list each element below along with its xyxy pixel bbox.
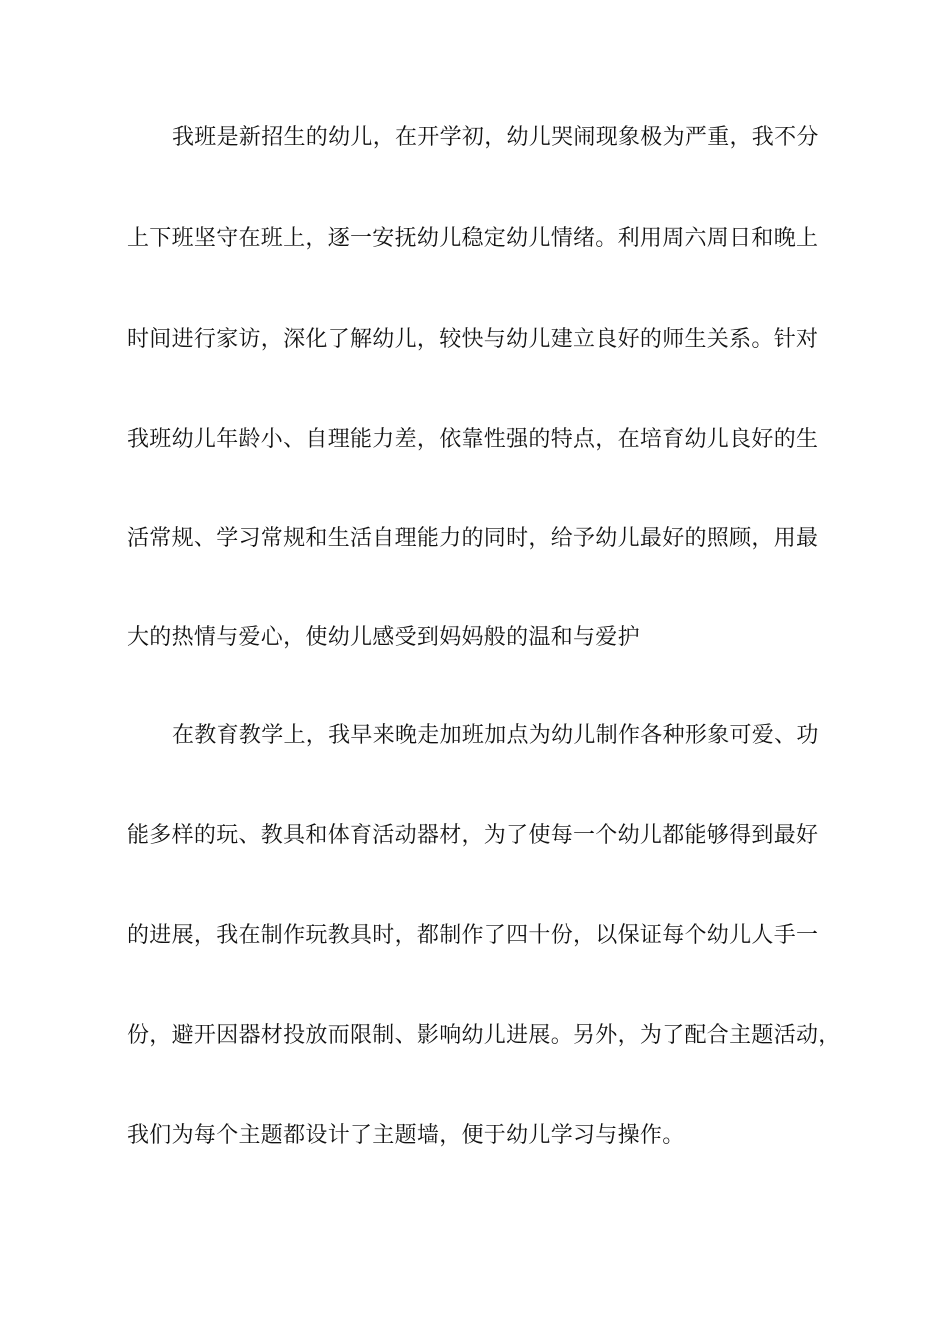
paragraph-line: 能多样的玩、教具和体育活动器材，为了使每一个幼儿都能够得到最好 <box>127 823 819 848</box>
paragraph-line: 我班是新招生的幼儿，在开学初，幼儿哭闹现象极为严重，我不分 <box>172 125 819 150</box>
paragraph-line: 大的热情与爱心，使幼儿感受到妈妈般的温和与爱护 <box>127 625 640 650</box>
paragraph-line: 的进展，我在制作玩教具时，都制作了四十份，以保证每个幼儿人手一 <box>127 923 819 948</box>
paragraph-line: 活常规、学习常规和生活自理能力的同时，给予幼儿最好的照顾，用最 <box>127 526 819 551</box>
paragraph-line: 在教育教学上，我早来晚走加班加点为幼儿制作各种形象可爱、功 <box>172 723 819 748</box>
paragraph-line: 份，避开因器材投放而限制、影响幼儿进展。另外，为了配合主题活动， <box>127 1023 841 1048</box>
paragraph-line: 我们为每个主题都设计了主题墙，便于幼儿学习与操作。 <box>127 1123 685 1148</box>
paragraph-line: 上下班坚守在班上，逐一安抚幼儿稳定幼儿情绪。利用周六周日和晚上 <box>127 226 819 251</box>
paragraph-line: 我班幼儿年龄小、自理能力差，依靠性强的特点，在培育幼儿良好的生 <box>127 427 819 452</box>
paragraph-line: 时间进行家访，深化了解幼儿，较快与幼儿建立良好的师生关系。针对 <box>127 327 819 352</box>
